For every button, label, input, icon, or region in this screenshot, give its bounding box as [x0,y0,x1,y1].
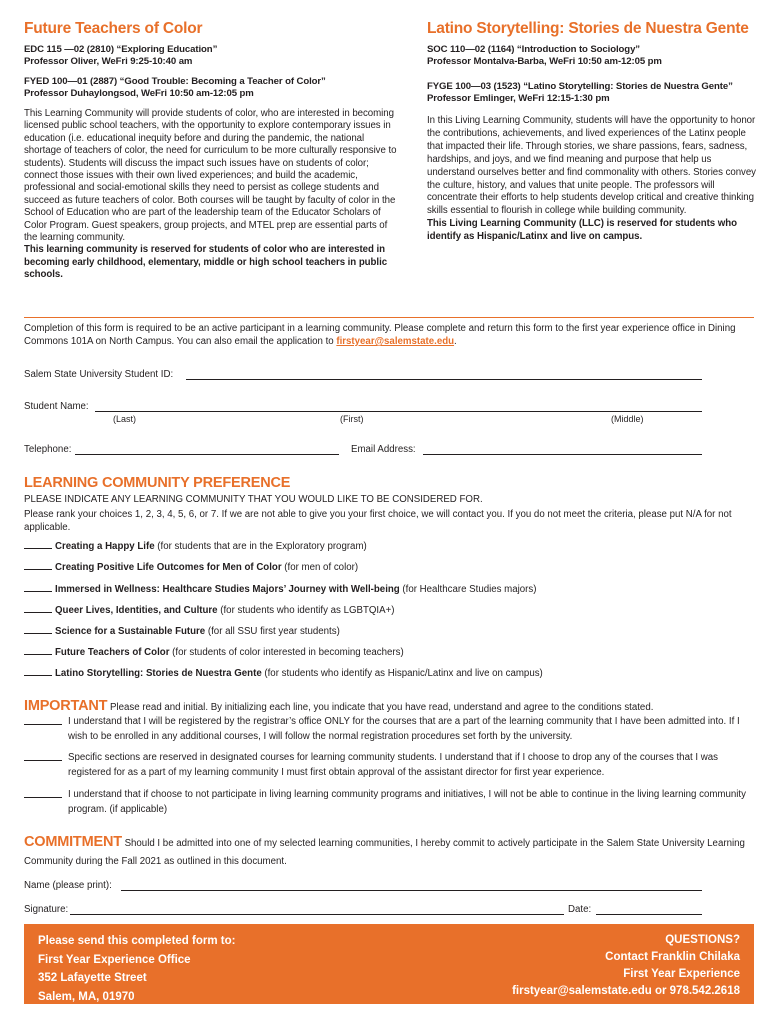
student-id-field[interactable] [186,379,702,380]
left-course-2-professor: Professor Duhaylongsod, WeFri 10:50 am-12:05 pm [24,88,254,99]
choice-note: (for students who identify as Hispanic/Latinx and live on campus) [261,668,543,679]
right-reserved-note: This Living Learning Community (LLC) is reserved for students who identify as Hispanic/Latinx and live on campus. [427,218,738,243]
contact-name: Contact Franklin Chilaka [605,951,740,963]
student-id-label: Salem State University Student ID: [24,369,174,380]
choice-row [24,541,367,552]
choice-name: Future Teachers of Color [55,647,170,658]
commitment-title: COMMITMENT [24,834,122,850]
student-name-field[interactable] [95,411,702,412]
choice-row [24,584,536,595]
initial-field[interactable] [24,797,62,798]
right-course-2-title: FYGE 100—03 (1523) “Latino Storytelling: Stories de Nuestra Gente” [427,81,733,92]
street-address: 352 Lafayette Street [38,972,147,984]
telephone-label: Telephone: [24,444,72,455]
preference-title: LEARNING COMMUNITY PREFERENCE [24,475,291,491]
choice-row [24,626,340,637]
rank-field[interactable] [24,626,52,634]
choice-name: Queer Lives, Identities, and Culture [55,605,218,616]
choice-row [24,668,543,679]
rank-field[interactable] [24,584,52,592]
email-label: Email Address: [351,444,416,455]
rank-field[interactable] [24,605,52,613]
choice-note: (for men of color) [281,562,359,573]
right-description [427,115,757,244]
right-course-1-title: SOC 110—02 (1164) “Introduction to Sociology” [427,44,641,55]
rank-field[interactable] [24,647,52,655]
choice-note: (for students of color interested in becoming teachers) [169,647,404,658]
left-course-2 [24,76,402,100]
contact-info [512,932,740,1000]
important-title: IMPORTANT [24,698,108,714]
left-description-text: This Learning Community will provide students of color, who are interested in becoming licensed public school teachers, with the opportunity to explore contemporary issues in education (i.e. educational inequity before and during the pandemic, the national shortage of teachers of color, the need for curriculum to be more culturally responsive to students). Students will discuss the impact such issues have on students of color; connect those issues with their own lived experiences; and build the academic, professional and social-emotional skills they need to persist as college students and succeed as future teachers of color. Both courses will be taught by faculty of color in the School of Education who are part of the leadership team of the Educator Scholars of Color Program. Guest speakers, group projects, and MTEL prep are essential parts of the learning community. [24,108,397,244]
important-item [24,750,754,782]
form-intro-end: . [454,336,457,347]
important-item [24,714,754,746]
footer-banner [24,924,754,1004]
name-print-field[interactable] [121,890,702,891]
form-intro [24,322,754,348]
preference-instructions: Please rank your choices 1, 2, 3, 4, 5, 6, or 7. If we are not able to give you your first choice, we will contact you. If you do not meet the criteria, please put N/A for not applicable. [24,509,732,533]
left-course-1-title: EDC 115 —02 (2810) “Exploring Education” [24,44,218,55]
preference-subtitle: PLEASE INDICATE ANY LEARNING COMMUNITY THAT YOU WOULD LIKE TO BE CONSIDERED FOR. [24,494,483,505]
right-description-text: In this Living Learning Community, students will have the opportunity to honor the contributions, achievements, and lived experiences of the Latinx people that impacted their life. Through stories, we share passions, fears, sadness, hardships, and joys, and we find meaning and purpose that help us understand ourselves better and find commonality with others. Stories convey the culture, history, and values that unite people. The professors will concentrate their efforts to help students develop critical and creative thinking skills essential to flourish in college while building community. [427,115,756,217]
commitment-text: Should I be admitted into one of my selected learning communities, I hereby commit to actively participate in the Salem State University Learning Community during the Fall 2021 as outlined in this document. [24,838,745,867]
questions-heading: QUESTIONS? [665,934,740,946]
contact-office: First Year Experience [623,968,740,980]
left-reserved-note: This learning community is reserved for students of color who are interested in becoming early childhood, elementary, middle or high school teachers in public schools. [24,244,388,281]
rank-field[interactable] [24,562,52,570]
telephone-field[interactable] [75,454,339,455]
left-title: Future Teachers of Color [24,20,203,37]
left-column [24,20,402,282]
initial-field[interactable] [24,760,62,761]
choice-note: (for Healthcare Studies majors) [399,584,537,595]
first-name-caption: (First) [340,414,364,424]
choice-note: (for students who identify as LGBTQIA+) [217,605,395,616]
right-title: Latino Storytelling: Stories de Nuestra Gente [427,20,749,37]
choice-row [24,605,394,616]
choice-note: (for all SSU first year students) [205,626,340,637]
choice-name: Creating Positive Life Outcomes for Men of Color [55,562,282,573]
city-state-zip: Salem, MA, 01970 [38,990,135,1003]
date-field[interactable] [596,914,702,915]
signature-field[interactable] [70,914,564,915]
rank-field[interactable] [24,668,52,676]
choice-row [24,647,404,658]
section-divider [24,317,754,318]
form-intro-text: Completion of this form is required to be an active participant in a learning community. Please complete and return this form to the first year experience office in Dining Commons 101A on North Campus. You can also email the application to [24,323,736,347]
right-course-1-professor: Professor Montalva-Barba, WeFri 10:50 am-12:05 pm [427,56,662,67]
date-label: Date: [568,904,592,915]
contact-email-phone[interactable]: firstyear@salemstate.edu or 978.542.2618 [512,985,740,997]
important-lead: Please read and initial. By initializing each line, you indicate that you have read, understand and agree to the conditions stated. [107,702,654,713]
choice-name: Immersed in Wellness: Healthcare Studies Majors’ Journey with Well-being [55,584,400,595]
right-course-2 [427,81,757,105]
signature-label: Signature: [24,904,69,915]
right-column [427,20,757,244]
commitment-paragraph [24,833,754,871]
choice-note: (for students that are in the Exploratory program) [154,541,367,552]
right-course-1 [427,44,757,68]
left-course-1-professor: Professor Oliver, WeFri 9:25-10:40 am [24,56,193,67]
student-name-label: Student Name: [24,401,89,412]
choice-name: Latino Storytelling: Stories de Nuestra Gente [55,668,262,679]
middle-name-caption: (Middle) [611,414,644,424]
important-item-text: Specific sections are reserved in designated courses for learning community students. I understand that if I choose to drop any of the courses that I was registered for as a part of my learning community I must first obtain approval of the assistant director for first year experience. [68,752,718,778]
important-item-text: I understand that I will be registered by the registrar’s office ONLY for the courses that are a part of the learning community that I have been admitted into. If I wish to be enrolled in any additional courses, I will follow the normal registration procedures set forth by the university. [68,716,740,742]
rank-field[interactable] [24,541,52,549]
email-field[interactable] [423,454,702,455]
left-course-2-title: FYED 100—01 (2887) “Good Trouble: Becoming a Teacher of Color” [24,76,326,87]
important-item [24,787,754,819]
office-name: First Year Experience Office [38,953,191,966]
last-name-caption: (Last) [113,414,137,424]
name-print-label: Name (please print): [24,880,112,891]
right-course-2-professor: Professor Emlinger, WeFri 12:15-1:30 pm [427,93,610,104]
mailing-address [38,932,235,1006]
initial-field[interactable] [24,724,62,725]
choice-row [24,562,358,573]
left-course-1 [24,44,402,68]
intro-email-link[interactable]: firstyear@salemstate.edu [336,336,455,347]
left-description [24,108,402,282]
choice-name: Science for a Sustainable Future [55,626,206,637]
important-item-text: I understand that if choose to not participate in living learning community programs and initiatives, I will not be able to continue in the living learning community program. (if applicable) [68,789,746,815]
send-to-label: Please send this completed form to: [38,935,236,947]
choice-name: Creating a Happy Life [55,541,155,552]
